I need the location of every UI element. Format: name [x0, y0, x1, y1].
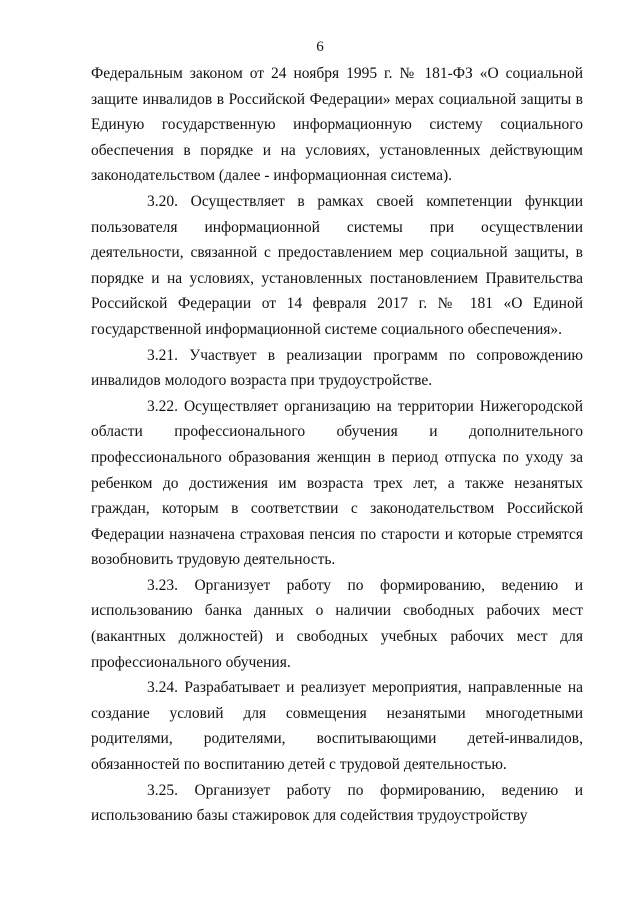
document-body	[91, 61, 583, 829]
paragraph-3-20: 3.20. Осуществляет в рамках своей компетенции функции пользователя информационной системы при осуществлении деятельности, связанной с предоставлением мер социальной защиты, в порядке и на условиях, установленных постановлением Правительства Российской Федерации от 14 февраля 2017 г. № 181 «О Единой государственной информационной системе социального обеспечения».	[91, 192, 583, 338]
paragraph-3-21: 3.21. Участвует в реализации программ по сопровождению инвалидов молодого возраста при трудоустройстве.	[91, 346, 583, 390]
page-number: 6	[316, 39, 324, 55]
paragraph-continuation: Федеральным законом от 24 ноября 1995 г. № 181-ФЗ «О социальной защите инвалидов в Российской Федерации» мерах социальной защиты в Единую государственную информационную систему социального обеспечения в порядке и на условиях, установленных действующим законодательством (далее - информационная система).	[91, 65, 583, 185]
paragraph-3-22: 3.22. Осуществляет организацию на территории Нижегородской области профессионального обучения и дополнительного профессионального образования женщин в период отпуска по уходу за ребенком до достижения им возраста трех лет, а также незанятых граждан, которым в соответствии с законодательством Российской Федерации назначена страховая пенсия по старости и которые стремятся возобновить трудовую деятельность.	[91, 397, 583, 569]
paragraph-3-25: 3.25. Организует работу по формированию, ведению и использованию базы стажировок для содействия трудоустройству	[91, 781, 583, 825]
paragraph-3-23: 3.23. Организует работу по формированию, ведению и использованию банка данных о наличии свободных рабочих мест (вакантных должностей) и свободных учебных рабочих мест для профессионального обучения.	[91, 576, 583, 671]
paragraph-3-24: 3.24. Разрабатывает и реализует мероприятия, направленные на создание условий для совмещения незанятыми многодетными родителями, родителями, воспитывающими детей-инвалидов, обязанностей по воспитанию детей с трудовой деятельностью.	[91, 679, 583, 774]
